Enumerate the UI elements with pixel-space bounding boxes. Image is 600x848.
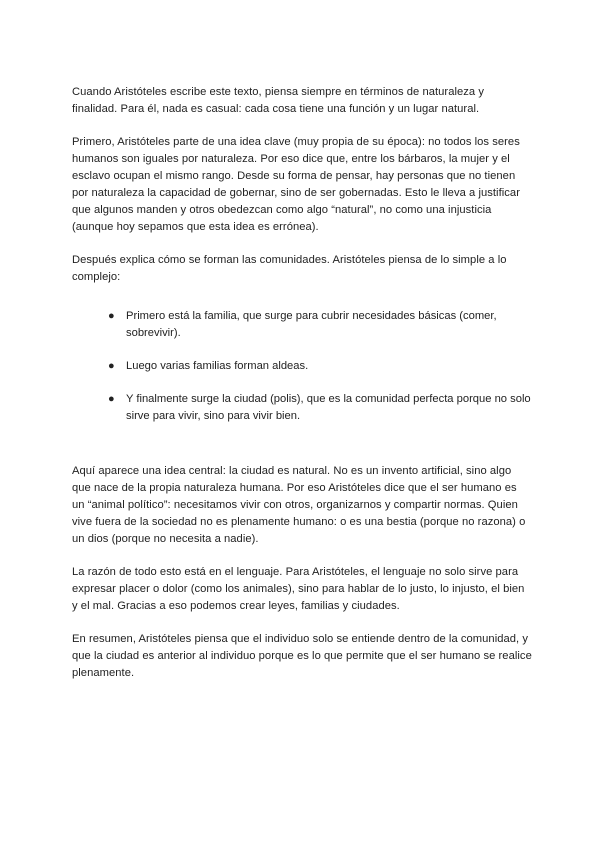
paragraph-communities: Después explica cómo se forman las comunidades. Aristóteles piensa de lo simple a lo complejo: — [72, 254, 507, 283]
list-item — [108, 358, 532, 375]
paragraph-language: La razón de todo esto está en el lenguaje. Para Aristóteles, el lenguaje no solo sirve para expresar placer o dolor (como los animales), sino para hablar de lo justo, lo injusto, el bien y el mal. Gracias a eso podemos crear leyes, familias y ciudades. — [72, 566, 525, 612]
paragraph-summary: En resumen, Aristóteles piensa que el individuo solo se entiende dentro de la comunidad, y que la ciudad es anterior al individuo porque es lo que permite que el ser humano se realice plenamente. — [72, 633, 532, 679]
list-item — [108, 308, 532, 342]
paragraph-natural-inequality: Primero, Aristóteles parte de una idea clave (muy propia de su época): no todos los seres humanos son iguales por naturaleza. Por eso dice que, entre los bárbaros, la mujer y el esclavo ocupan el mismo rango. Desde su forma de pensar, hay personas que no tienen por naturaleza la capacidad de gobernar, sino de ser gobernadas. Esto le lleva a justificar que algunos manden y otros obedezcan como algo “natural”, no como una injusticia (aunque hoy sepamos que esta idea es errónea). — [72, 136, 520, 233]
document-body — [72, 84, 532, 682]
list-item-text: Primero está la familia, que surge para cubrir necesidades básicas (comer, sobrevivir). — [126, 310, 497, 339]
list-item-text: Y finalmente surge la ciudad (polis), que es la comunidad perfecta porque no solo sirve para vivir, sino para vivir bien. — [126, 393, 531, 422]
communities-list — [72, 308, 532, 425]
bullet-icon: ● — [108, 393, 115, 405]
bullet-icon: ● — [108, 360, 115, 372]
list-item — [108, 391, 532, 425]
list-item-text: Luego varias familias forman aldeas. — [126, 360, 309, 372]
bullet-icon: ● — [108, 310, 115, 322]
paragraph-intro: Cuando Aristóteles escribe este texto, piensa siempre en términos de naturaleza y finalidad. Para él, nada es casual: cada cosa tiene una función y un lugar natural. — [72, 86, 484, 115]
paragraph-political-animal: Aquí aparece una idea central: la ciudad es natural. No es un invento artificial, sino algo que nace de la propia naturaleza humana. Por eso Aristóteles dice que el ser humano es un “animal político”: necesitamos vivir con otros, organizarnos y compartir normas. Quien vive fuera de la sociedad no es plenamente humano: o es una bestia (porque no razona) o un dios (porque no necesita a nadie). — [72, 465, 526, 545]
